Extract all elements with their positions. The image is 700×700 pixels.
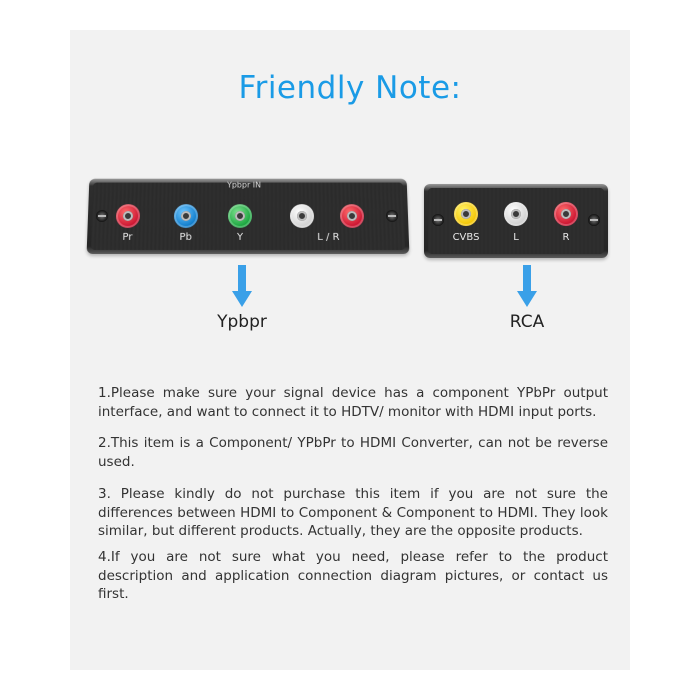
down-arrow-icon: [517, 265, 537, 309]
audio-left-port: [504, 202, 528, 226]
screw-icon: [588, 214, 600, 226]
note-3: 3. Please kindly do not purchase this item if you are not sure the differences between HDMI to Component & Component to HDMI. They look similar, but different products. Actually, they are the opposite products.: [98, 486, 608, 539]
lr-label: L / R: [317, 231, 340, 243]
pr-label: Pr: [122, 231, 133, 243]
r-label: R: [562, 232, 570, 243]
audio-right-port: [554, 202, 578, 226]
ypbpr-converter-device: [87, 179, 410, 254]
screw-icon: [96, 210, 108, 222]
ypbpr-caption: Ypbpr: [217, 312, 267, 332]
device-face: [428, 188, 604, 254]
screw-icon: [432, 214, 444, 226]
down-arrow-icon: [232, 265, 252, 309]
pb-port: [174, 204, 198, 228]
rca-caption: RCA: [509, 312, 545, 332]
pb-label: Pb: [179, 231, 192, 243]
screw-icon: [386, 210, 398, 222]
audio-right-port: [340, 204, 365, 228]
note-1: 1.Please make sure your signal device has a component YPbPr output interface, and want to connect it to HDTV/ monitor with HDMI input ports.: [98, 385, 608, 420]
ypbpr-in-label: Ypbpr IN: [226, 180, 262, 190]
cvbs-label: CVBS: [452, 232, 480, 243]
y-label: Y: [236, 231, 244, 243]
note-2: 2.This item is a Component/ YPbPr to HDMI Converter, can not be reverse used.: [98, 435, 608, 470]
device-face: [91, 180, 405, 250]
audio-left-port: [290, 204, 314, 228]
l-label: L: [513, 232, 519, 243]
pr-port: [116, 204, 141, 228]
rca-device: [424, 184, 608, 258]
cvbs-port: [454, 202, 478, 226]
y-port: [228, 204, 252, 228]
page-title: Friendly Note:: [238, 70, 462, 106]
note-4: 4.If you are not sure what you need, please refer to the product description and application connection diagram pictures, or contact us first.: [98, 549, 608, 602]
